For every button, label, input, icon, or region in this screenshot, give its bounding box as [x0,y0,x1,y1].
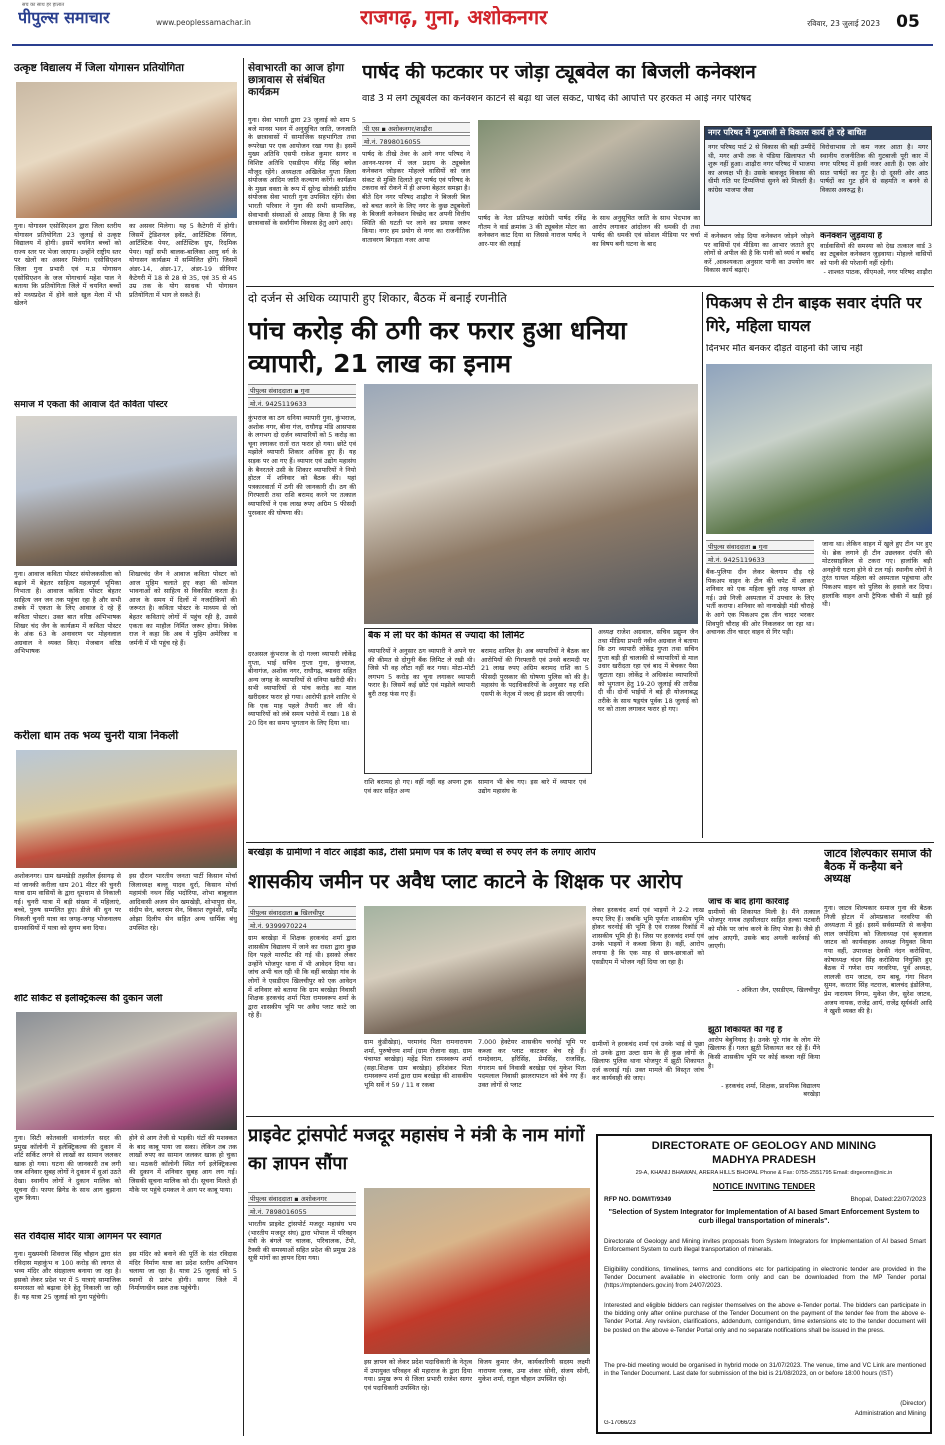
parshad-col4: में कनेक्शन जोड़ दिया कनेक्शन जोड़ने जोड़ने पर वासियों एवं मीडिया का आभार जताते हुए लोगों से अपील की है कि पानी को व्यर्थ न बर्बाद करें ,आवश्यकता अनुसार पानी का उपयोग कर विकास कार्य बढ़ाएं। [704,232,814,275]
voter-col4: लेकर हरकचंद शर्मा एवं भाइयों ने 2-2 लाख रुपए लिए हैं। जबकि भूमि पूर्णतः शासकीय भूमि होकर चरनोई की भूमि है एवं राजस्व रिकॉर्ड में शासकीय भूमि ही है। जिस पर हरकचंद शर्मा एवं उनके भाइयों ने कब्जा किया है। वहीं, आरोप लगाया है कि एक माह से छात्र-छात्राओं को एसडीएम में भोजन नहीं दिया जा रहा है। [592,906,704,966]
karila-col1: अशोकनगर। ग्राम खमखेड़ी तहसील ईसागढ़ से मां जानकी करीला धाम 201 मीटर की चुनरी यात्रा ग्राम वासियों के द्वारा धूमधाम से निकाली गई। चुनरी यात्रा में बड़ी संख्या में महिलाएं, बच्चे, पुरुष सम्मलित हुए। डीजे की धुन पर निकली चुनरी यात्रा का जगह-जगह भोजनालय ग्रामवासियों में यात्रा को सुगम बना दिया। [14,872,121,932]
parshad-col1: पार्षद के तीखे तेवर के आगे नगर परिषद ने आनन-फानन में जल प्रदाय के ट्यूबवेल कनेक्शन जोड़कर मोहल्ले वासियों को जल संकट से मुक्ति दिलाते हुए पार्षद एवं परिषद के टकराव को रोकने में ही अपना बेहतर समझा है। बीते दिन नगर परिषद शाढ़ौरा ने बिजली बिल को बचत करने के लिए नगर के कुछ ट्यूबवेलों के बिजली कनेक्शन विच्छेद कर अपनी वित्तीय स्थिति की घटती पर लाने का प्रयास जरूर किया। नगर हम प्रयोग से नगर का राजनीतिक वातावरण बिगड़ता नजर आया [362,150,470,244]
voter-col5: ग्रामीणों ने हरकचंद शर्मा एवं उनके भाई से पूछा तो उनके द्वारा उल्टा ग्राम के ही कुछ लोगों के खिलाफ पुलिस थाना भोजपुर में झूठी शिकायत दर्ज करवाई गई। उक्त मामले की विस्तृत जांच कर कार्यवाही की जाए। [592,1040,704,1083]
parshad-box-col2: विरोधाभास तो कम नजर आता है। मगर स्थानीय राजनीतिक की गुटबाजी पूरी कार में नगर परिषद में हावी नजर आती है। एक ओर सात पार्षदों का गुट है। दो दूसरी ओर आठ पार्षदों का गुट होने से सहमति न बनने से विकास अवरुद्ध है। [820,143,928,194]
masthead-date: रविवार, 23 जुलाई 2023 [807,19,880,28]
voter-quote-2-body: आरोप बेबुनियाद है। उनके पूरे गांव के लोग मेरे खिलाफ हैं। गलत झूठी शिकायत कर रहे हैं। मैंने किसी शासकीय भूमि पर कोई कब्जा नहीं किया है। [708,1035,820,1070]
thagi-box-title: बैंक में ली घर की कीमत से ज्यादा की लिमिट [368,631,525,641]
voter-photo [364,906,586,1034]
divider-v1 [243,58,244,1436]
parshad-story [362,62,932,284]
transport-story [248,1122,590,1436]
pickup-mobile: मो.नं. 9425119633 [706,553,814,564]
karila-headline: करीला धाम तक भव्य चुनरी यात्रा निकली [14,730,179,742]
masthead [0,0,945,50]
parshad-quote-box [820,232,932,284]
parshad-col3: के साथ अनुसूचित जाति के साथ भेदभाव का आरोप लगाकर आंदोलन की धमकी दी तथा पार्षद की धमकी एवं सोशल मीडिया पर चर्चा का विषय बनी घटना के बाद [592,214,700,248]
thagi-story [248,292,698,834]
fire-photo [16,1012,237,1130]
ravidas-col2: इस मंदिर को बनाने की पूर्ति के संत रविदास मंदिर निर्माण यात्रा का प्रदेश स्तरीय अभियान चलाया जा रहा है। यात्रा 25 जुलाई को 5 स्थानों से प्रारंभ होगी। सागर जिले में निर्माणाधीन स्थल तक पहुंचेगी। [129,1250,237,1293]
ad-subtitle: MADHYA PRADESH [712,1154,816,1166]
yoga-story [14,62,239,392]
fire-story [14,994,239,1224]
ravidas-headline: संत रविदास मंदिर यात्रा आगमन पर स्वागत [14,1232,162,1242]
page-number: 05 [896,12,920,32]
ekta-col2: शिखरचंद जैन ने आवाज कविता पोस्टर को आज मुहिम चलाते हुए कहा की कोमल भावनाओं को साहित्य से विकसित करता है। आज के समय में दिलों में नजदीकियों की जरूरत है। कविता पोस्टर के माध्यम से जो बेहतर कविताएं लोगों में पहुंच रही है, उससे एकता का माहौल निर्मित जरूर होगा। विवेक राज ने कहा कि अब ये मुहिम अमेरिका व जर्मनी में भी पहुंच रहे हैं। [129,570,237,647]
pickup-story [706,292,932,834]
parshad-box [704,126,932,226]
thagi-byline: पीपुल्स संवाददाता ▪ गुना [248,384,356,395]
voter-quote-1-title: जांच के बाद होगी कार्रवाई [708,898,789,907]
masthead-rule [12,44,933,46]
voter-byline: पीपुल्स संवाददाता ▪ खिलचीपुर [248,906,356,917]
region-title: राजगढ़, गुना, अशोकनगर [360,6,548,29]
transport-byline: पीपुल्स संवाददाता ▪ अशोकनगर [248,1192,356,1203]
ad-notice: NOTICE INVITING TENDER [712,1182,816,1191]
voter-quote-1 [708,898,820,1014]
pickup-photo [706,364,932,534]
masthead-tagline: सच का साथ हर हालात [22,2,65,8]
jatav-story [824,848,932,1110]
sewa-story [248,62,356,262]
voter-quote-2-title: झूठी शिकायत की गई है [708,1026,783,1035]
thagi-col2: दरअसल कुंभराज के दो गल्ला व्यापारी लोकेंद्र गुप्ता, भाई सचिन गुप्ता गुना, कुंभराज, बीनागंज, अशोक नगर, राघौगढ़, ब्यावरा सहित अन्य जगह के व्यापारियों से धनिया खरीदी की। सभी व्यापारियों से पांच करोड़ का माल खरीदकर फरार हो गया। आरोपी इतने शातिर थे कि एक माह पहले तैयारी कर ली थी। व्यापारियों को लंबे समय भरोसे में रखा। 18 से 20 दिन का समय भुगतान के लिए दिया था। [248,650,356,727]
pickup-byline: पीपुल्स संवाददाता ▪ गुना [706,540,814,551]
transport-mobile: मो.नं. 7898016055 [248,1205,356,1216]
voter-quote-1-body: ग्रामीणों की शिकायत मिली है। मैंने तत्काल भोजपुर नायब तहसीलदार साहित हल्का पटवारी को मौके पर जांच करने के लिए भेजा है। जैसे ही जांच आएगी, उसके बाद अगली कार्रवाई की जाएगी। [708,907,820,951]
yoga-body: गुना। योगासन एसोसिएशन द्वारा जिला स्तरीय योगासन प्रतियोगिता 23 जुलाई से उत्कृष्ट विद्यालय में होगी। इसमें चयनित बच्चों को राज्य स्तर पर भेजा जाएगा। उन्होंने राष्ट्रीय स्तर पर खेलों का असवर मिलेगा। एसोसिएशन जिला गुना प्रभारी एवं म.प्र योगासन एसोसिएशन के जज योगाचार्य महेश पाल ने बताया कि प्रतियोगिता जिले में चयनित बच्चों को मध्यप्रदेश में होने वाले खुल मेला में भी खेलने [14,222,121,308]
karila-story [14,730,239,988]
yoga-headline: उत्कृष्ट विद्यालय में जिला योगासन प्रतियोगिता [14,62,184,74]
transport-col3: विजय कुमार जैन, कार्यकारिणी सदस्य लक्ष्मी नारायण रजक, उमा शंकर सोनी, संजय सोनी, मुकेश शर्मा, राहुल चौहान उपस्थित रहे। [478,1358,590,1384]
transport-photo [364,1188,590,1354]
karila-col2: इस दौरान भारतीय जनता पार्टी किसान मोर्चा जिलाध्यक्ष बल्लू यादव धुर्रा, किसान मोर्चा महामंत्री नथन सिंह भदोरिया, शोभा बाबूलाल आदिवासी अजय सेन खमखेड़ी, शोभापुरा सेन, संदीप सेन, बलराम सेन, विकाश रघुवंशी, धर्मेंद्र ओझा दिलीप सेन सहित अन्य धार्मिक बंधु उपस्थित रहे। [129,872,237,932]
thagi-box-col2: बरामद शामिल है। अब व्यापारियों ने बैठक कर आरोपियों की गिरफ्तारी एवं उनसे बरामदी पर 21 लाख रुपए अग्रिम बरामद राशि का 5 फीसदी पुरस्कार की घोषणा पुलिस को की है। महासंघ के पदाधिकारियों के अनुसार यह राशि एसपी के नेतृत्व में जल्द ही प्रदान की जाएगी। [481,647,589,698]
fire-col1: गुना। सिटी कोतवाली थानांतर्गत सदर की प्रमुख कॉलोनी में इलेक्ट्रिकल्स की दुकान में शॉर्ट सर्किट लगने से लाखों का सामान जलकर खाक हो गया। घटना की जानकारी तब लगी जब शनिवार सुबह लोगों ने दुकान में धुआं उठते देखा। स्थानीय लोगों ने दुकान मालिक को सूचना दी। फायर ब्रिगेड के साथ आग बुझाना शुरू किया। [14,1134,121,1203]
tender-ad [596,1134,932,1434]
pickup-subtitle: दिनभर मौत बनकर दौड़ते वाहनों की जांच नहीं [706,344,863,354]
thagi-box [364,628,592,774]
parshad-mobile: मो.नं. 7898016055 [362,135,470,146]
voter-quote-2 [708,1026,820,1110]
pickup-col1: बैंक-पुलिया दीन लेकर बेलगाम दौड़ रहे पिकअप वाहन के टीन की चपेट में आकर शनिवार को एक महिला बुरी तरह घायल हो गई। उसे निजी अस्पताल में उपचार के लिए भर्ती कराया। शनिवार को नानाखेड़ी मंडी चौराहे के आगे एक पिकअप ट्रक तीन चादर भरकर शिवपुरी चौराह की ओर निकलकर जा रहा था। अचानक तीन चादर वाहन से गिर पड़ी। [706,568,814,637]
ekta-photo [16,416,237,566]
parshad-box-col1: नगर परिषद पार्ट 2 से विकास की बड़ी उम्मीदें थी, मगर अभी तक वे पंडिया खिलाफत भी शुरू नहीं हुआ। शाढ़ौरा नगर परिषद में भाजपा का अध्यक्ष भी है। उसके बावजूद विकास की धीमी गति पर टिप्पणियां सुनने को मिलती है। कांग्रेस भाजपा जैसा [708,143,815,194]
thagi-col1: कुंभराज का ठग धनिया व्यापारी गुना, कुंभराज, अशोक नगर, बीना गंज, राघौगढ़ मंडि आसपास के लगभग दो दर्जन व्यापारियों को 5 करोड़ का चूना लगाकर रातों रात फरार हो गया। छोटे एवं मझोले व्यापारी शिकार अधिक हुए हैं। यह सड़क पर आ गए हैं। व्यापार एवं उद्योग महासंघ के बैनरतले उसी के शिकार व्यापारियों ने नियो होटल में शनिवार को बैठक की। यहां पत्रकारवार्ता में ठगी की जानकारी दी। ठग की गिरफ्तारी तथा राशि बरामद करने पर तत्काल व्यापारियों ने एक लाख रुपए अग्रिम 5 फीसदी पुरस्कार की घोषणा की। [248,414,356,517]
ad-code: G-17066/23 [604,1420,636,1426]
voter-col1: ग्राम बरखेड़ा में शिक्षक हरकचंद शर्मा द्वारा शासकीय विद्यालय में जाने का रास्ता द्वारा कुछ दिन पहले मारपीट की गई थी। इसको लेकर उन्होंने भोजपुर थाना में भी आवेदन दिया था। जांच अभी चल रही थी कि वहीं बरखेड़ा गांव के लोगों ने एसडीएम खिलचीपुर को एक आवेदन में शनिवार को बताया कि ग्राम बरखेड़ा निवासी शिक्षक हरकचंद शर्मा पिता रामस्वरूप शर्मा के द्वारा शासकीय भूमि पर अवैध प्लाट काटे जा रहे हैं। [248,934,356,1020]
ad-address: 29-A, KHANIJ BHAWAN, ARERA HILLS BHOPAL Phone & Fax: 0755-2551795 Email: dirgeomn@nic.in [635,1170,893,1176]
fire-headline: शॉर्ट सर्किट से इलेक्ट्रिकल्स की दुकान जली [14,994,163,1004]
voter-quote-2-sign: - हरकचंद शर्मा, शिक्षक, प्राथमिक विद्यालय बरखेड़ा [721,1081,820,1099]
voter-col2: ग्राम कुंडीखेड़ा), परमानंद पिता रामनारायण शर्मा, पुरुषोत्तम शर्मा (ग्राम रोजाना सहा. ग्राम पंचायत बरखेड़ा) महेंद्र पिता रामस्वरूप शर्मा (सहा.शिक्षक ग्राम बरखेड़ा) हरिशंकर पिता रामस्वरूप शर्मा द्वारा ग्राम बरखेड़ा की शासकीय भूमि सर्वे नं 59 / 11 व रकबा [364,1038,472,1089]
pickup-headline: पिकअप से टीन बाइक सवार दंपति पर गिरे, महिला घायल [706,294,922,335]
yoga-body-cont: का असवर मिलेगा। यह 5 कैटेगरी में होगी। जिसमें ट्रेडिशनल इवेंट, आर्टिस्टिक सिंगल, आर्टिस्टिक पेयर, आर्टिस्टिक ग्रुप, रिदमिक पेयर। यहाँ सभी बालक-बालिका आयु वर्ग के योगासन कार्यक्रम में सम्मिलित होंगे। जिसमें अंडर-14, अंडर-17, अंडर-19 सीनियर कैटेगरी में 18 से 28 से 35, एवं 35 से 45 उम्र तक के योग साधक भी योगासन प्रतियोगिता में भाग ले सकते हैं। [129,222,237,299]
thagi-box-col1: व्यापारियों ने अनुसार ठग व्यापारी ने अपने घर की कीमत से दोगुनी बैंक लिमिट ले रखी थी। जिसे भी वह लौटा नहीं कर गया। मोटा-मोटी लगभग 5 करोड़ का चूना लगाकर व्यापारी फरार है। जिसमें कई छोटे एवं मझोले व्यापारी बुरी तरह फंस गए हैं। [368,647,475,698]
thagi-col3: अध्यक्ष राजेश अग्रवाल, सचिव प्रद्युम्न जैन तथा मीडिया प्रभारी नवीन अग्रवाल ने बताया कि ठग व्यापारी लोकेंद्र गुप्ता तथा सचिन गुप्ता बड़ी ही चालाकी से व्यापारियों से माल उधार खरीदता रहा एवं बाद में बेचकर पैसा जुटाता रहा। लोकेंद्र ने अधिकांश व्यापारियों को भुगतान हेतु 19-20 जुलाई की तारीख दी थी। दोनों भाईयों ने बड़े ही योजनाबद्ध तरीके के साथ षड़्यंत्र पूर्वक 18 जुलाई को घर को ताला लगाकर फरार हो गए। [598,628,698,714]
voter-quote-1-sign: - अंकिता जैन, एसडीएम, खिलचीपुर [737,985,820,994]
ad-p2: Eligibility conditions, timelines, terms and conditions etc for participating in electronic tender are provided in the Tender Document available in electronic form only and can be downloaded from the MP Tender portal (https://mptenders.gov.in) from 24/07/2023. [604,1266,926,1290]
ad-sign-2: Administration and Mining [854,1410,926,1417]
ekta-story [14,400,239,725]
parshad-photo [478,120,700,210]
ravidas-col1: गुना। मुख्यमंत्री शिवराज सिंह चौहान द्वारा संत रविदास महाकुंभ व 100 करोड़ की लागत से भव्य मंदिर और संग्रहालय बनाया जा रहा है। इसको लेकर प्रदेश भर में 5 यात्राएं सामाजिक समरसता को बढ़ावा देने हेतु निकाली जा रही हैं। यह यात्रा 25 जुलाई को गुना पहुंचेगी। [14,1250,121,1301]
thagi-photo [364,384,698,624]
ekta-headline: समाज में एकता की आवाज देते कविता पोस्टर [14,400,168,410]
parshad-quote-body: वार्डवासियों की समस्या को देख तत्काल वार्ड 3 का ट्यूबवेल कनेक्शन जुड़वाया। मोहल्ले वासियों को पानी की परेशानी नहीं रहेगी। [820,241,932,267]
karila-photo [16,750,237,868]
divider-h3 [246,1116,934,1117]
ad-date: Bhopal, Dated:22/07/2023 [850,1196,926,1203]
parshad-quote-title: कनेक्शन जुड़वाया है [820,232,883,241]
logo-text: पीपुल्स समाचार [18,8,110,27]
yoga-photo [16,82,237,218]
fire-col2: होने से आग तेजी से भड़की। घंटों की मशक्कत के बाद काबू पाया जा सका। लेकिन तब तक लाखों रुपए का सामान जलकर खाक हो चुका था। मठकरी कॉलोनी स्थित गर्ग इलेक्ट्रिकल्स की दुकान में शनिवार सुबह आग लग गई। जिसकी सूचना मालिक को दी। सूचना मिलते ही मौके पर पहुंचे दमकल ने आग पर काबू पाया। [129,1134,237,1194]
voter-story [248,848,708,1110]
ad-p4: The pre-bid meeting would be organised in hybrid mode on 31/07/2023. The venue, time and VC Link are mentioned in the Tender Document. Last date for submission of the bid is 21/08/2023, on or before 18:00 hours (IST) [604,1362,926,1378]
transport-col2: इस ज्ञापन को लेकर प्रदेश पदाधिकारी के नेतृत्व में उपायुक्त परिवहन श्री महाराज के द्वारा दिया गया। प्रमुख रूप से जिला प्रभारी राजेश सागर एवं पदाधिकारी उपस्थित रहे। [364,1358,472,1392]
ad-p1: Directorate of Geology and Mining invites proposals from System Integrators for Implementation of AI based Smart Enforcement System to curb illegal transportation of minerals. [604,1238,926,1254]
sewa-headline: सेवाभारती का आज होगा छात्रावास से संबंधित कार्यक्रम [248,62,344,99]
voter-headline: शासकीय जमीन पर अवैध प्लाट काटने के शिक्षक पर आरोप [248,870,683,893]
parshad-quote-sign: - शाश्वत पाठक, सीएमओ, नगर परिषद शाढ़ौरा [823,267,932,276]
thagi-kicker: दो दर्जन से अधिक व्यापारी हुए शिकार, बैठक में बनाई रणनीति [248,292,507,305]
pickup-col2: जाना था। लेकिन वाहन में खुले हुए टीन भर हुए थे। ब्रेक लगाने ही टीन उछलकर दंपति की मोटरसाइकिल से टकरा गए। हालांकि बड़ी अनहोनी घटना होने से टल गई। स्थानीय लोगों ने तुरंत घायल महिला को अस्पताल पहुंचाया और पिकअप वाहन को पुलिस के हवाले कर दिया। हालांकि वाहन अभी ट्रैफिक चौकी में खड़ी हुई थी। [822,540,932,609]
parshad-headline: पार्षद की फटकार पर जोड़ा ट्यूबवेल का बिजली कनेक्शन [362,62,756,83]
voter-col3: 7.000 हेक्टेयर शासकीय चरनोई भूमि पर कब्जा कर प्लाट काटकर बेच रहे हैं। रामदेवराम, हरिसिंह, प्रेमसिंह, राजसिंह, गंगाराम सर्व निवासी बरखेड़ा एवं मुकेश पिता पदमलाल निवासी झालरापाटन को बेचे गए हैं। उक्त लोगों से प्लाट [478,1038,586,1089]
thagi-col3b: सामान भी बेच गए। इस बारे में व्यापार एवं उद्योग महासंघ के [478,778,586,795]
ad-sign-1: (Director) [900,1400,926,1407]
thagi-col1b: राशि बरामद हो गए। वहीं नहीं वह अपना ट्रक एवं कार सहित अन्य [364,778,472,795]
parshad-subtitle: वार्ड 3 में लगे ट्यूबवेल का कनेक्शन काटने से बढ़ा था जल संकट, पार्षद की आपत्ति पर हरकत में आई नगर परिषद [362,94,752,104]
thagi-headline: पांच करोड़ की ठगी कर फरार हुआ धनिया व्यापारी, 21 लाख का इनाम [248,316,627,378]
ad-title: DIRECTORATE OF GEOLOGY AND MINING [651,1140,877,1152]
masthead-region [360,6,660,38]
parshad-byline: पी एस ▪ अशोकनगर/शाढ़ौरा [362,122,470,133]
divider-h2 [246,842,934,843]
voter-kicker: बरखेड़ा के ग्रामीणों ने वोटर आईडी कार्ड, टीसी प्रमाण पत्र के लिए बच्चों से रुपए लेने के लगाए आरोप [248,848,596,858]
masthead-url: www.peoplessamachar.in [156,18,251,27]
jatav-body: गुना। जाटव शिल्पकार समाज गुना की बैठक निजी होटल में ओमप्रकाश नरवरिया की अध्यक्षता में हुई। इसमें सर्वसम्मति से कन्हैया लाल जयोदिया को जिलाध्यक्ष एवं बृजलाल जाटव को कार्यवाहक अध्यक्ष नियुक्त किया गया वहीं, उपाध्यक्ष देवकी नंदन करोसिया, कोषाध्यक्ष चंदन सिंह करोसिया नियुक्ति हुए बैठक में गणेश राम नरवरिया, पूर्व अध्यक्ष, लालजी राम जाटव, राम बाबू, गंगा विशन सुमन, करतार सिंह नटराज, बालचंद इंडोलिया, प्रेम नारायण निगम, मुकेश जैन, सुरेश जाटव, अजय नायक, राजेंद्र आर्य, राजेंद्र सूर्यवंशी आदि ने खुशी व्यक्त की है। [824,904,932,1016]
sewa-body: गुना। सेवा भारती द्वारा 23 जुलाई को शाम 5 बजे मानस भवन में अनुसूचित जाति, जनजाति के छात्रावासों में सामाजिक सहभागिता तथा रूपरेखा पर एक आयोजन रखा गया है। इसमें मुख्य अतिथि एसपी राकेश कुमार सागर व विशिष्ट अतिथि एसडीएम वीरेंद्र सिंह बघेल मौजूद रहेंगे। अध्यक्षता अखिलेश गुप्ता जिला संयोजक आदिम जाति कल्याण करेंगे। कार्यक्रम के मुख्य वक्ता के रूप में सुरेन्द्र सोलंकी प्रांतीय संयोजक सेवा भारती गुना उपस्थित रहेंगे। सेवा भारती परिवार ने गुना की सभी सामाजिक, सेवाभावी संस्थाओं से आग्रह किया है कि वह छात्रावासों के सर्वांगीण विकास हेतु आगे आएं। [248,116,356,228]
transport-headline: प्राइवेट ट्रांसपोर्ट मजदूर महासंघ ने मंत्री के नाम मांगों का ज्ञापन सौंपा [248,1125,585,1174]
transport-col1: भारतीय प्राइवेट ट्रांसपोर्ट मजदूर महासंघ भप (भारतीय मजदूर संघ) द्वारा भोपाल में परिवहन मंत्री के बंगले पर चालक, परिचालक, टेंपो, टैक्सी की समस्याओं सहित प्रदेश की प्रमुख 28 सूत्री मांगों का ज्ञापन दिया गया। [248,1220,356,1263]
ekta-col1: गुना। आवाज कविता पोस्टर संयोजकसीला को बढ़ाने में बेहतर साहित्य महत्वपूर्ण भूमिका निभाता है। आवाज कविता पोस्टर बेहतर साहित्य जन जन तक पहुंचा रहा है और सभी तबके में एकता के लिए आवाज दे रहे हैं कविता पोस्टर। उक्त बात वरिष्ठ अभिभाषक शिखर चंद जैन के कार्यक्रम में कविता पोस्टर के अंक 63 के अनावरण पर मोहनलाल अग्रवाल ने व्यक्त किए। मेजबान वरिष्ठ अभिभाषक [14,570,121,656]
thagi-mobile: मो.नं. 9425119633 [248,397,356,408]
divider-h1 [246,286,934,287]
ad-p3: Interested and eligible bidders can register themselves on the above e-Tender portal. The bidders can participate in the bidding only after online purchase of the Tender Document on the payment of the tender fee from the above e-Tender Portal. Any revision, clarifications, addendum, corrigendum, time extensions etc to the tender document will be posted on the above e-Tender Portal only and no separate notifications shall be issued in the press. [604,1302,926,1334]
ad-rfp: RFP NO. DGM/IT/9349 [604,1196,672,1203]
masthead-logo [18,8,158,34]
parshad-col2: पार्षद के नेता प्रतिपक्ष कांग्रेसी पार्षद रविंद्र गौतम ने वार्ड क्रमांक 3 की ट्यूबवेल मोटर का कनेक्शन काट दिया था जिससे नाराज पार्षद ने आर-पार की लड़ाई [478,214,586,248]
divider-v2 [702,292,703,838]
parshad-box-title: नगर परिषद में गुटबाजी से विकास कार्य हो रहे बाधित [705,127,931,140]
voter-mobile: मो.नं. 9399970224 [248,919,356,930]
ad-heading: "Selection of System Integrator for Implementation of AI based Smart Enforcement System to curb illegal transportation of minerals". [608,1209,920,1225]
jatav-headline: जाटव शिल्पकार समाज की बैठक में कन्हैया बने अध्यक्ष [824,848,932,886]
ravidas-story [14,1232,239,1432]
